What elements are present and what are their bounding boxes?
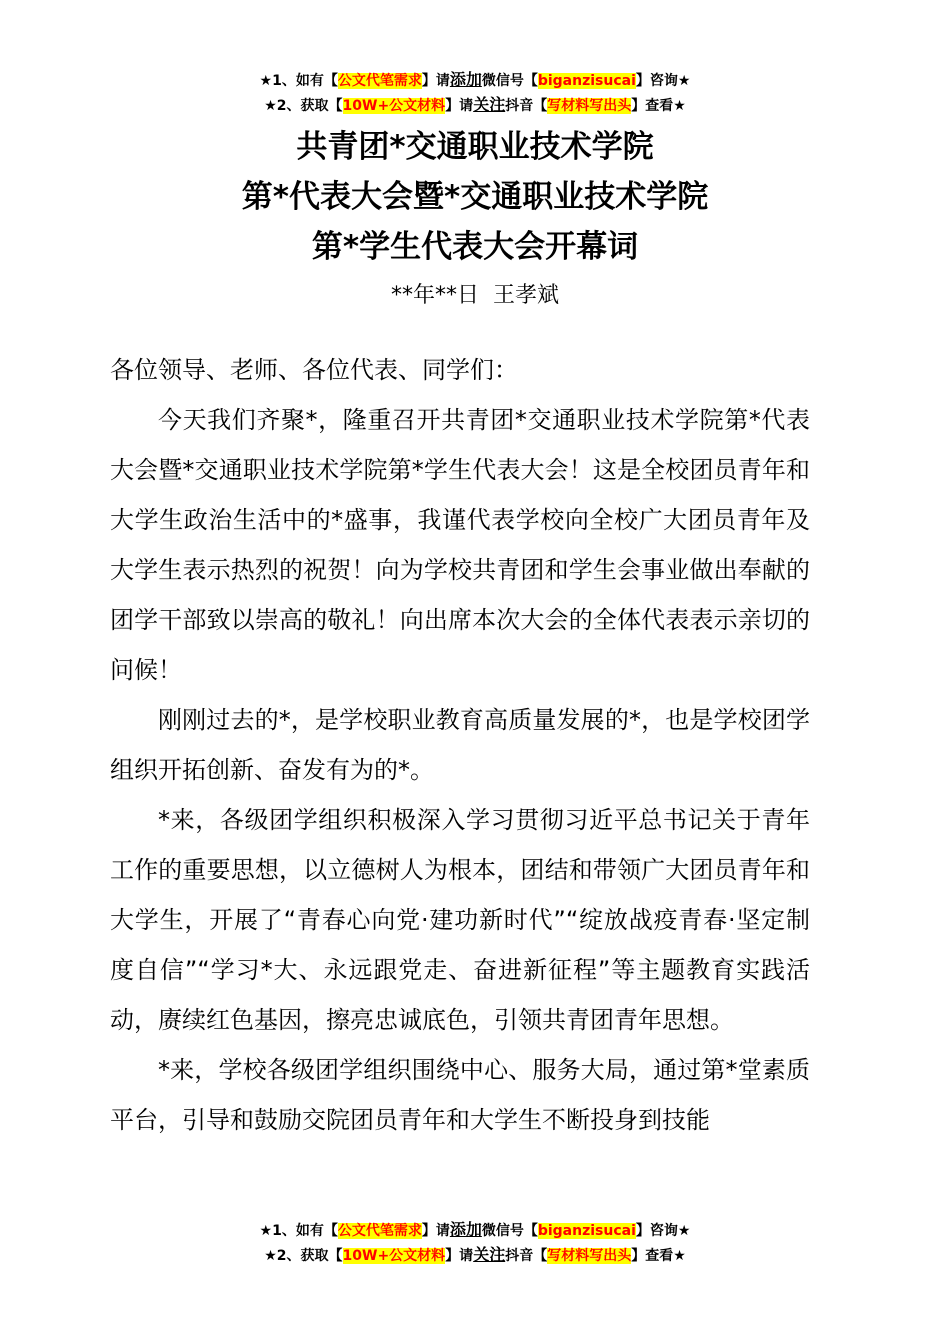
promo-line-1 [0, 1218, 950, 1243]
promo-highlight: 10W+公文材料 [342, 1248, 446, 1264]
title-line-2: 第*代表大会暨*交通职业技术学院 [241, 179, 709, 215]
promo-text: 】请 [445, 1248, 474, 1264]
promo-text: 】请 [421, 73, 450, 89]
promo-emphasis: 关注 [473, 95, 506, 114]
document-body [110, 345, 810, 1145]
date-author-line [0, 281, 950, 311]
body-paragraph: 今天我们齐聚*，隆重召开共青团*交通职业技术学院第*代表大会暨*交通职业技术学院第*学生代表大会！这是全校团员青年和大学生政治生活中的*盛事，我谨代表学校向全校广大团员青年及大学生表示热烈的祝贺！向为学校共青团和学生会事业做出奉献的团学干部致以崇高的敬礼！向出席本次大会的全体代表表示亲切的问候！ [110, 406, 810, 684]
promo-text: 】请 [445, 98, 474, 114]
document-date: **年**日 [390, 283, 479, 308]
promo-line-1 [0, 68, 950, 93]
promo-text: ★2、获取【 [264, 1248, 343, 1264]
promo-emphasis: 添加 [449, 1220, 482, 1239]
promo-text: 微信号【 [481, 73, 538, 89]
promo-highlight: 10W+公文材料 [342, 98, 446, 114]
promo-text: 抖音【 [505, 1248, 548, 1264]
document-author: 王孝斌 [493, 283, 560, 308]
body-paragraph: 刚刚过去的*，是学校职业教育高质量发展的*，也是学校团学组织开拓创新、奋发有为的*。 [110, 706, 810, 784]
title-line-1: 共青团*交通职业技术学院 [296, 129, 654, 165]
promo-text: 】咨询★ [635, 1223, 691, 1239]
promo-text: 微信号【 [481, 1223, 538, 1239]
body-paragraph: *来，各级团学组织积极深入学习贯彻习近平总书记关于青年工作的重要思想，以立德树人为根本，团结和带领广大团员青年和大学生，开展了“青春心向党·建功新时代”“绽放战疫青春·坚定制度自信”“学习*大、永远跟党走、奋进新征程”等主题教育实践活动，赓续红色基因，擦亮忠诚底色，引领共青团青年思想。 [110, 806, 810, 1034]
promo-text: ★1、如有【 [259, 1223, 338, 1239]
promo-highlight: 公文代笔需求 [337, 1223, 422, 1239]
promo-text: 】咨询★ [635, 73, 691, 89]
promo-highlight: biganzisucai [537, 1223, 636, 1239]
promo-text: 】查看★ [631, 1248, 686, 1264]
promo-text: ★1、如有【 [259, 73, 338, 89]
promo-emphasis: 添加 [449, 70, 482, 89]
promo-line-2 [0, 93, 950, 118]
promo-highlight: 写材料写出头 [547, 98, 632, 114]
promo-text: 】请 [421, 1223, 450, 1239]
promo-highlight: 公文代笔需求 [337, 73, 422, 89]
body-paragraph: *来，学校各级团学组织围绕中心、服务大局，通过第*堂素质平台，引导和鼓励交院团员青年和大学生不断投身到技能 [110, 1056, 810, 1134]
promo-text: 抖音【 [505, 98, 548, 114]
promo-banner-top [0, 68, 950, 118]
promo-highlight: 写材料写出头 [547, 1248, 632, 1264]
promo-text: 】查看★ [631, 98, 686, 114]
title-line-3: 第*学生代表大会开幕词 [311, 229, 639, 265]
salutation: 各位领导、老师、各位代表、同学们： [110, 356, 518, 384]
promo-highlight: biganzisucai [537, 73, 636, 89]
document-title [0, 122, 950, 272]
promo-line-2 [0, 1243, 950, 1268]
promo-text: ★2、获取【 [264, 98, 343, 114]
promo-emphasis: 关注 [473, 1245, 506, 1264]
promo-banner-bottom [0, 1218, 950, 1268]
